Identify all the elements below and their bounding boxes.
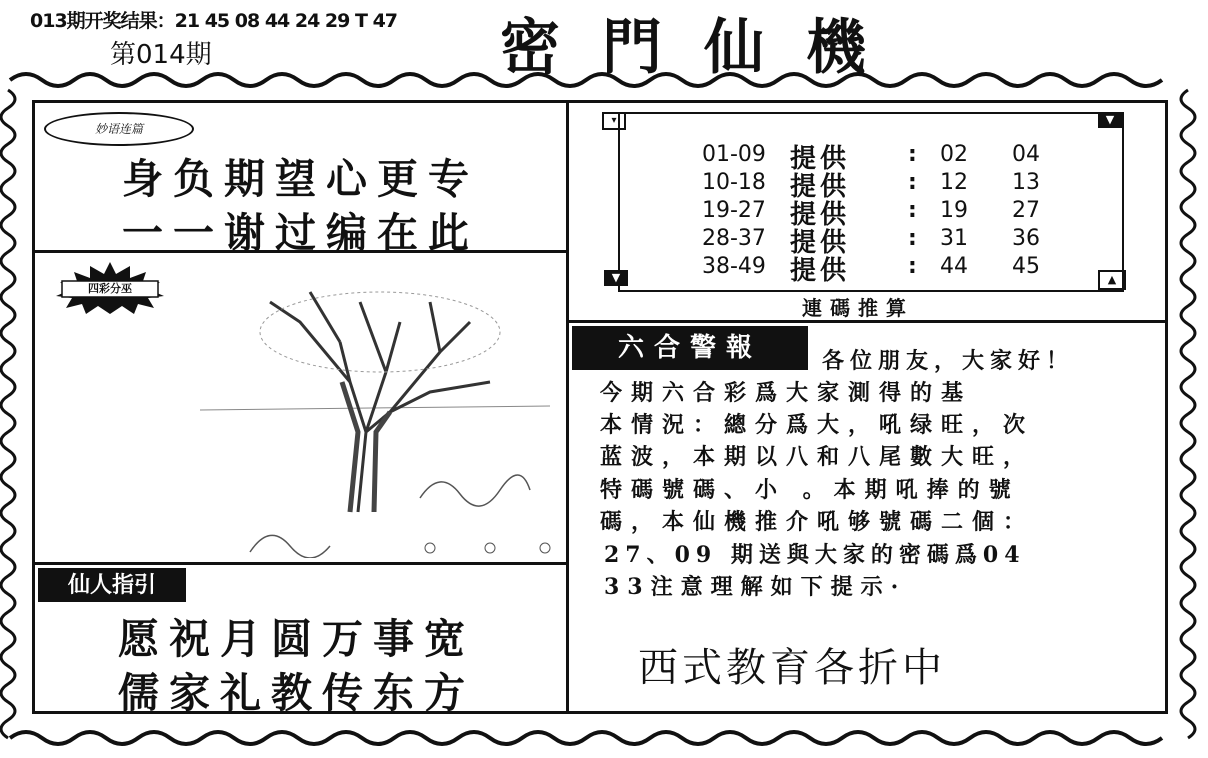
row-word: 提供 bbox=[790, 144, 851, 174]
corner-marker-bl: ▼ bbox=[604, 270, 628, 286]
corner-marker-tl: ▾ bbox=[602, 112, 626, 130]
row-range: 19-27 bbox=[702, 198, 766, 223]
row-number-a: 31 bbox=[940, 226, 968, 251]
row-range: 28-37 bbox=[702, 226, 766, 251]
guide-label: 仙人指引 bbox=[38, 568, 186, 602]
tree-illustration bbox=[190, 262, 560, 558]
row-colon: : bbox=[908, 142, 917, 167]
table-row bbox=[620, 198, 1126, 230]
poem-line-4: 儒家礼教传东方 bbox=[118, 669, 475, 717]
greeting: 各位朋友，大家好！ bbox=[822, 348, 1075, 374]
row-number-a: 19 bbox=[940, 198, 968, 223]
row-number-a: 02 bbox=[940, 142, 968, 167]
section-badge: 妙语连篇 bbox=[44, 112, 194, 146]
previous-result-line: 013期开奖结果：21 45 08 44 24 29 T 47 bbox=[30, 10, 398, 32]
row-colon: : bbox=[908, 254, 917, 279]
row-word: 提供 bbox=[790, 256, 851, 286]
starburst-label: 四彩分巫 bbox=[88, 282, 132, 295]
row-number-a: 44 bbox=[940, 254, 968, 279]
row-number-b: 04 bbox=[1012, 142, 1040, 167]
center-divider bbox=[566, 100, 569, 714]
warning-label: 六合警報 bbox=[572, 326, 808, 370]
row-number-b: 45 bbox=[1012, 254, 1040, 279]
row-colon: : bbox=[908, 198, 917, 223]
table-row bbox=[620, 170, 1126, 202]
poem-line-2: 一一谢过编在此 bbox=[122, 209, 479, 257]
warning-line-5: 碼，本仙機推介吼够號碼二個： bbox=[600, 509, 1035, 535]
row-colon: : bbox=[908, 226, 917, 251]
poem-line-1: 身负期望心更专 bbox=[122, 155, 479, 203]
left-divider-2 bbox=[32, 562, 568, 565]
row-word: 提供 bbox=[790, 172, 851, 202]
page-title: 密門仙機 bbox=[500, 13, 908, 83]
table-row bbox=[620, 142, 1126, 174]
poem-line-3: 愿祝月圆万事宽 bbox=[118, 615, 475, 663]
row-range: 01-09 bbox=[702, 142, 766, 167]
number-table bbox=[618, 112, 1124, 292]
row-word: 提供 bbox=[790, 200, 851, 230]
row-colon: : bbox=[908, 170, 917, 195]
row-range: 10-18 bbox=[702, 170, 766, 195]
row-number-b: 27 bbox=[1012, 198, 1040, 223]
warning-line-3: 蓝波，本期以八和八尾數大旺， bbox=[600, 444, 1035, 470]
table-row bbox=[620, 254, 1126, 286]
corner-marker-tr: ▼ bbox=[1098, 112, 1122, 128]
table-row bbox=[620, 226, 1126, 258]
hint-text: 西式教育各折中 bbox=[638, 645, 946, 691]
row-number-a: 12 bbox=[940, 170, 968, 195]
warning-line-6: 27、09 期送與大家的密碼爲04 bbox=[604, 542, 1026, 568]
issue-number: 第014期 bbox=[110, 40, 212, 70]
warning-line-7: 33注意理解如下提示· bbox=[604, 574, 907, 600]
row-word: 提供 bbox=[790, 228, 851, 258]
row-number-b: 13 bbox=[1012, 170, 1040, 195]
warning-line-4: 特碼號碼、小 。本期吼捧的號 bbox=[600, 477, 1020, 503]
warning-line-1: 今期六合彩爲大家測得的基 bbox=[600, 380, 973, 406]
row-range: 38-49 bbox=[702, 254, 766, 279]
row-number-b: 36 bbox=[1012, 226, 1040, 251]
corner-marker-br: ▲ bbox=[1098, 270, 1126, 290]
warning-line-2: 本情況：總分爲大，吼绿旺，次 bbox=[600, 412, 1035, 438]
table-caption: 連碼推算 bbox=[802, 296, 914, 320]
